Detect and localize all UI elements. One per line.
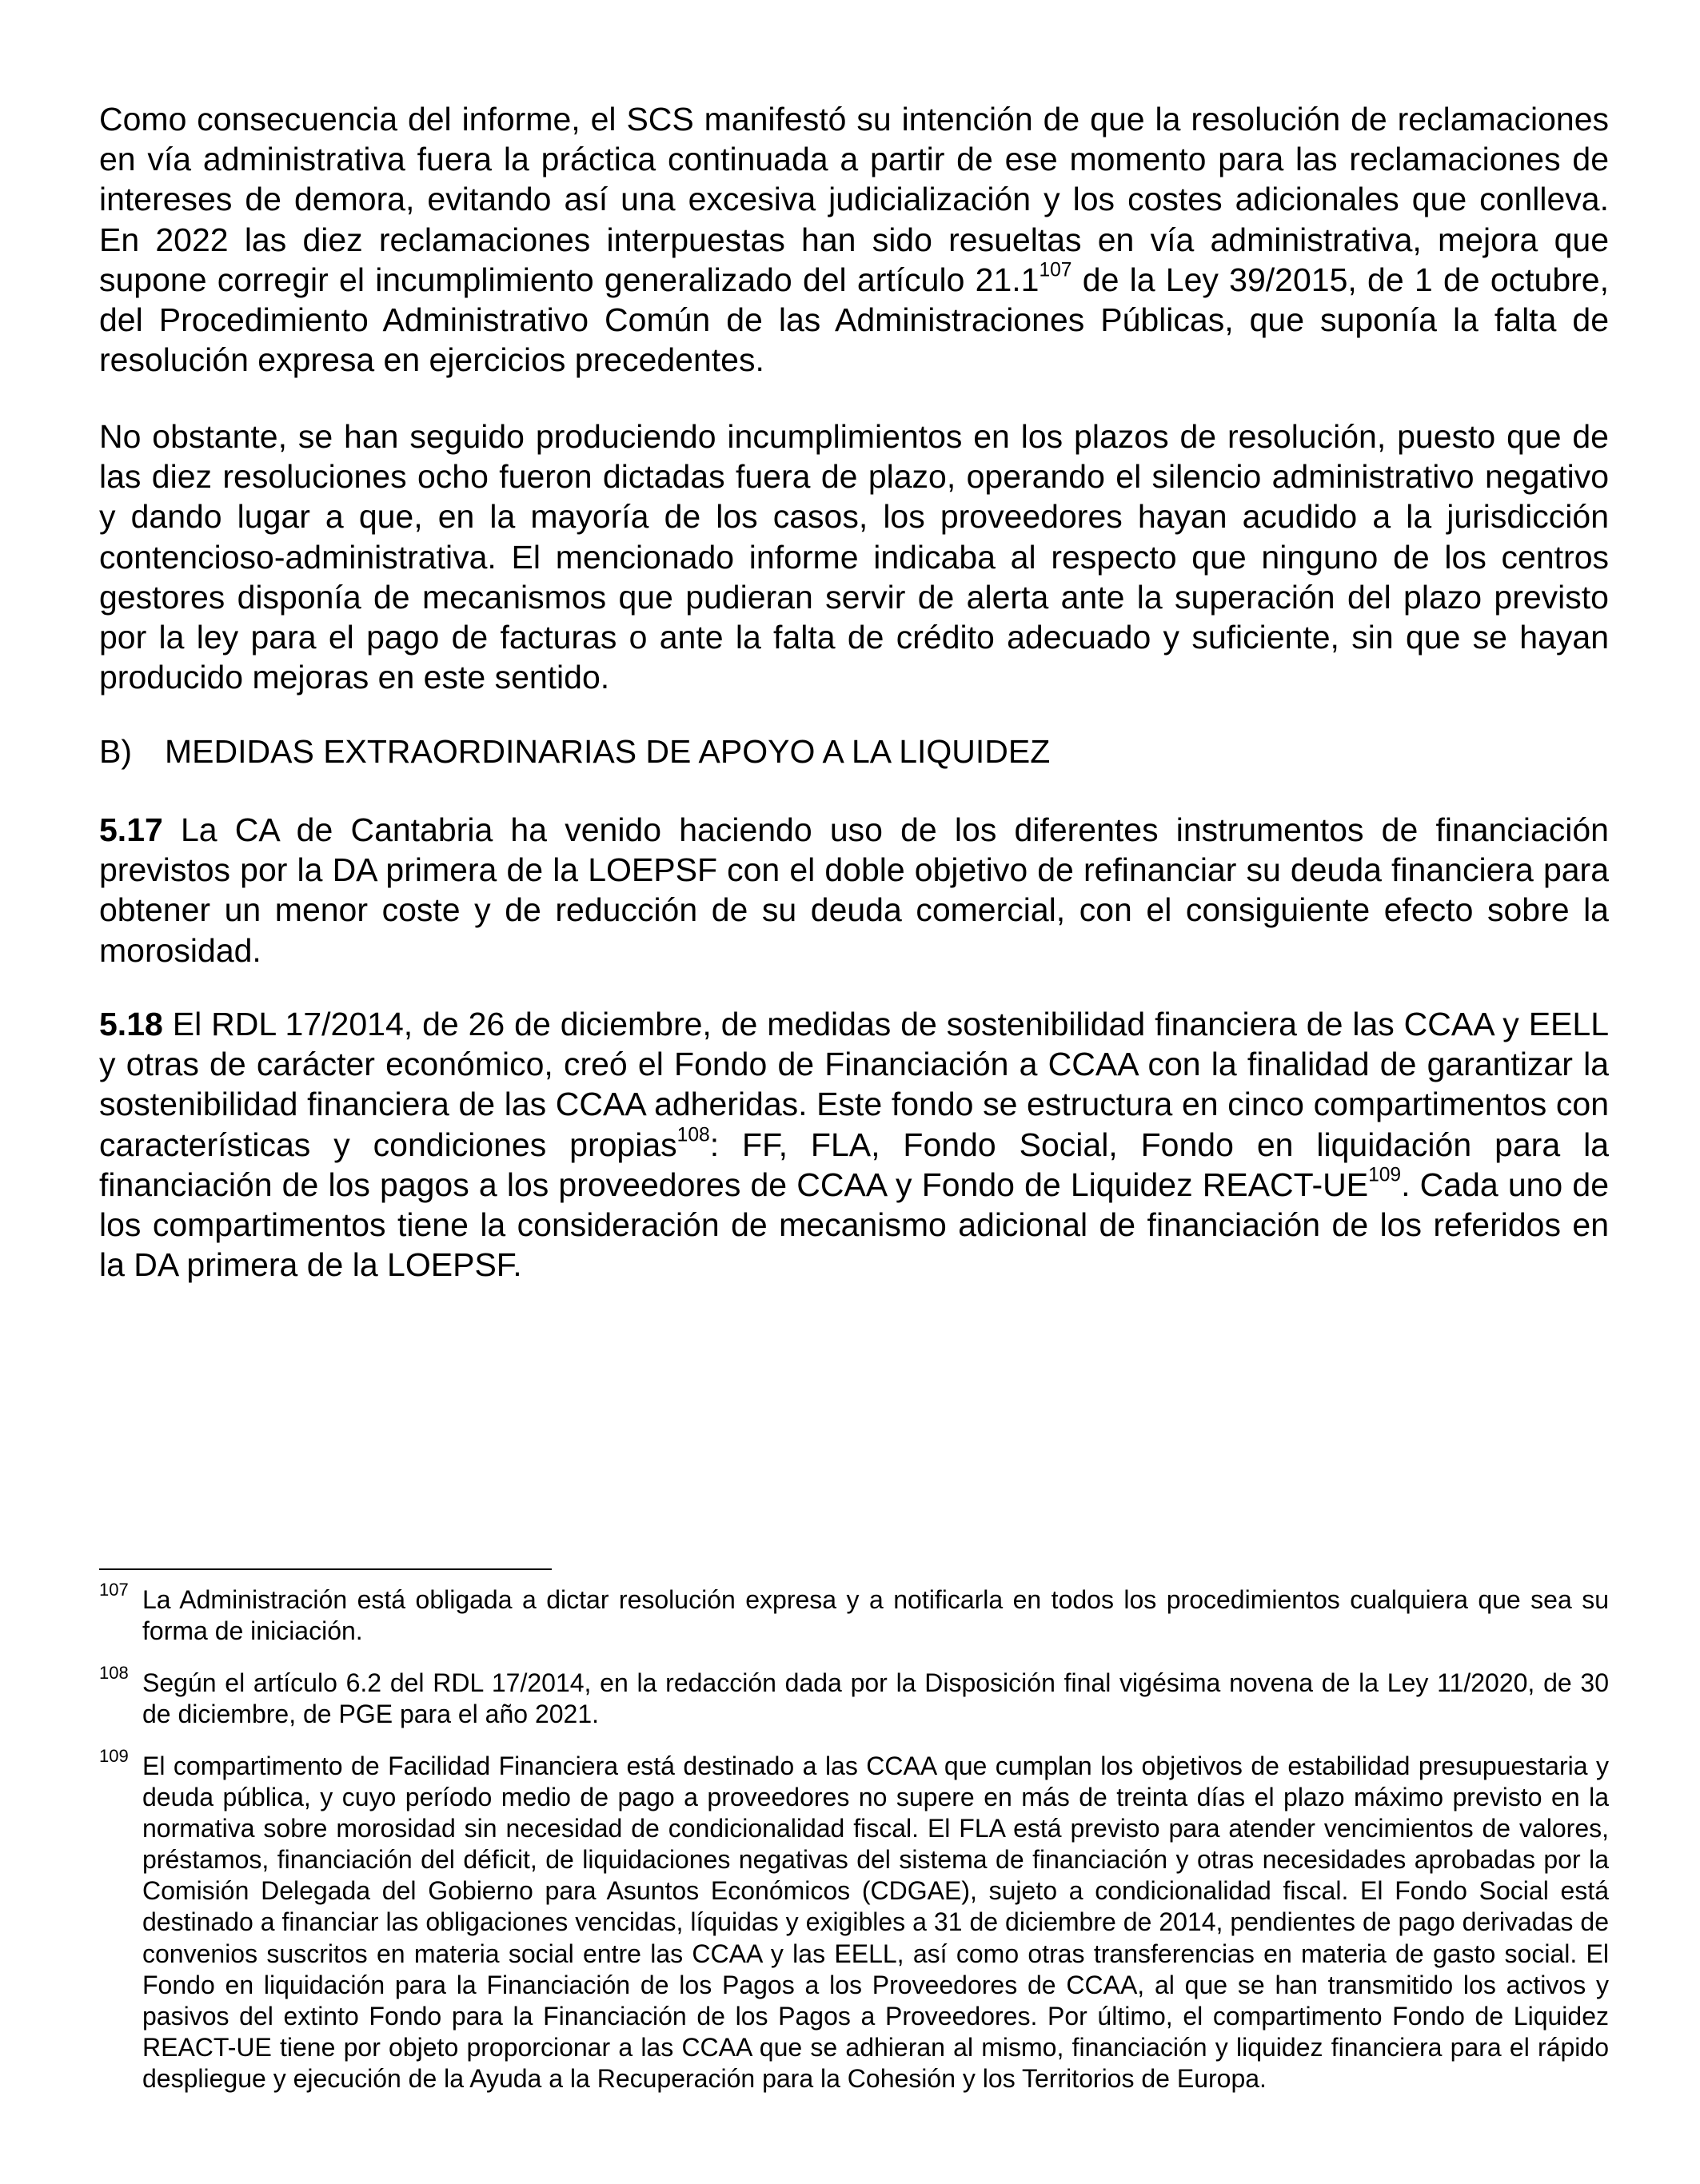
paragraph-5-18: [99, 1004, 1609, 1285]
footnote-text: Según el artículo 6.2 del RDL 17/2014, en la redacción dada por la Disposición final vigésima novena de la Ley 11/2020, de 30 de diciembre, de PGE para el año 2021.: [142, 1668, 1609, 1729]
paragraph-5-17: [99, 810, 1609, 970]
footnote-separator: [99, 1568, 552, 1570]
footnote-ref-108[interactable]: 108: [676, 1124, 710, 1146]
footnote-number: 107: [99, 1580, 129, 1600]
paragraph-scs-reclamaciones: [99, 99, 1609, 380]
paragraph-number: 5.18: [99, 1006, 163, 1042]
footnote-number: 108: [99, 1663, 129, 1683]
paragraph-text: : FF, FLA, Fondo Social, Fondo en liquidación para la financiación de los pagos a los proveedores de CCAA y Fondo de Liquidez REACT-UE: [99, 1126, 1609, 1203]
paragraph-text: . Cada uno de los compartimentos tiene la consideración de mecanismo adicional de financiación de los referidos en la DA primera de la LOEPSF.: [99, 1166, 1609, 1284]
paragraph-text: La CA de Cantabria ha venido haciendo uso de los diferentes instrumentos de financiación previstos por la DA primera de la LOEPSF con el doble objetivo de refinanciar su deuda financiera para obtener un menor coste y de reducción de su deuda comercial, con el consiguiente efecto sobre la morosidad.: [99, 811, 1609, 969]
paragraph-text: No obstante, se han seguido produciendo incumplimientos en los plazos de resolución, puesto que de las diez resoluciones ocho fueron dictadas fuera de plazo, operando el silencio administrativo negativo y dando lugar a que, en la mayoría de los casos, los proveedores hayan acudido a la jurisdicción contencioso-administrativa. El mencionado informe indicaba al respecto que ninguno de los centros gestores disponía de mecanismos que pudieran servir de alerta ante la superación del plazo previsto por la ley para el pago de facturas o ante la falta de crédito adecuado y suficiente, sin que se hayan producido mejoras en este sentido.: [99, 418, 1609, 696]
footnote-number: 109: [99, 1746, 129, 1766]
footnote-109: [99, 1746, 1609, 2094]
paragraph-text: El RDL 17/2014, de 26 de diciembre, de medidas de sostenibilidad financiera de las CCAA y EELL y otras de carácter económico, creó el Fondo de Financiación a CCAA con la finalidad de garantizar la sostenibilidad financiera de las CCAA adheridas. Este fondo se estructura en cinco compartimentos con características y condiciones propias: [99, 1006, 1609, 1163]
footnote-108: [99, 1663, 1609, 1730]
paragraph-text: Como consecuencia del informe, el SCS manifestó su intención de que la resolución de reclamaciones en vía administrativa fuera la práctica continuada a partir de ese momento para las reclamaciones de intereses de demora, evitando así una excesiva judicialización y los costes adicionales que conlleva. En 2022 las diez reclamaciones interpuestas han sido resueltas en vía administrativa, mejora que supone corregir el incumplimiento generalizado del artículo 21.1: [99, 101, 1609, 298]
footnote-ref-109[interactable]: 109: [1368, 1164, 1402, 1186]
paragraph-text: de la Ley 39/2015, de 1 de octubre, del Procedimiento Administrativo Común de las Administraciones Públicas, que suponía la falta de resolución expresa en ejercicios precedentes.: [99, 261, 1609, 379]
section-heading: [99, 731, 1050, 771]
footnote-ref-107[interactable]: 107: [1039, 259, 1072, 281]
footnote-text: La Administración está obligada a dictar resolución expresa y a notificarla en todos los procedimientos cualquiera que sea su forma de iniciación.: [142, 1585, 1609, 1646]
paragraph-number: 5.17: [99, 811, 163, 848]
footnote-107: [99, 1580, 1609, 1647]
footnote-text: El compartimento de Facilidad Financiera está destinado a las CCAA que cumplan los objetivos de estabilidad presupuestaria y deuda pública, y cuyo período medio de pago a proveedores no supere en más de treinta días el plazo máximo previsto en la normativa sobre morosidad sin necesidad de condicionalidad fiscal. El FLA está previsto para atender vencimientos de valores, préstamos, financiación del déficit, de liquidaciones negativas del sistema de financiación y otras necesidades aprobadas por la Comisión Delegada del Gobierno para Asuntos Económicos (CDGAE), sujeto a condicionalidad fiscal. El Fondo Social está destinado a financiar las obligaciones vencidas, líquidas y exigibles a 31 de diciembre de 2014, pendientes de pago derivadas de convenios suscritos en materia social entre las CCAA y las EELL, así como otras transferencias en materia de gasto social. El Fondo en liquidación para la Financiación de los Pagos a los Proveedores de CCAA, al que se han transmitido los activos y pasivos del extinto Fondo para la Financiación de los Pagos a Proveedores. Por último, el compartimento Fondo de Liquidez REACT-UE tiene por objeto proporcionar a las CCAA que se adhieran al mismo, financiación y liquidez financiera para el rápido despliegue y ejecución de la Ayuda a la Recuperación para la Cohesión y los Territorios de Europa.: [142, 1752, 1609, 2093]
section-heading-label: B): [99, 733, 132, 770]
section-heading-title: MEDIDAS EXTRAORDINARIAS DE APOYO A LA LIQUIDEZ: [165, 733, 1051, 770]
paragraph-incumplimientos-plazos: [99, 416, 1609, 697]
